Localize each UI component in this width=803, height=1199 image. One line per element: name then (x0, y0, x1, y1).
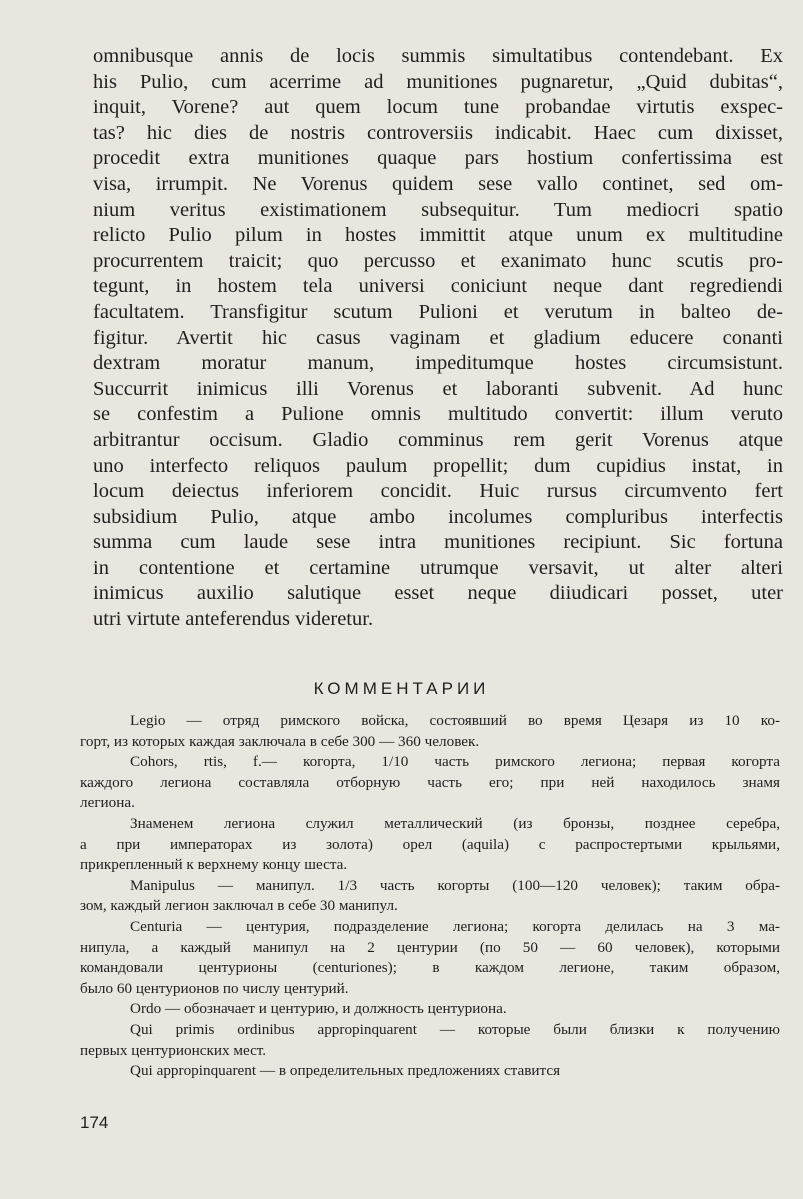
text-line: Succurrit inimicus illi Vorenus et laboranti subvenit. Ad hunc (93, 377, 783, 400)
text-line: visa, irrumpit. Ne Vorenus quidem sese vallo continet, sed om- (93, 172, 783, 195)
note-line: Qui primis ordinibus appropinquarent — которые были близки к получению (130, 1020, 780, 1038)
text-line: relicto Pulio pilum in hostes immittit atque unum ex multitudine (93, 224, 783, 247)
text-line: inquit, Vorene? aut quem locum tune probandae virtutis exspec- (93, 96, 783, 119)
note-line: легиона. (80, 794, 135, 812)
text-line: facultatem. Transfigitur scutum Pulioni et verutum in balteo de- (93, 300, 783, 323)
text-line: inimicus auxilio salutique esset neque diiudicari posset, uter (93, 582, 783, 605)
note-line: Qui appropinquarent — в определительных предложениях ставится (130, 1062, 561, 1080)
note-line: первых центурионских мест. (80, 1041, 267, 1059)
text-line: tas? hic dies de nostris controversiis indicabit. Haec cum dixisset, (93, 121, 783, 144)
text-line: arbitrantur occisum. Gladio comminus rem gerit Vorenus atque (93, 428, 783, 451)
note-line: Legio — отряд римского войска, состоявший во время Цезаря из 10 ко- (130, 712, 780, 729)
note-line: Ordo — обозначает и центурию, и должность центуриона. (130, 1000, 507, 1018)
note-line: нипула, а каждый манипул на 2 центурии (по 50 — 60 человек), которыми (80, 938, 780, 956)
text-line: nium veritus existimationem subsequitur. Tum mediocri spatio (93, 198, 783, 221)
text-line: utri virtute anteferendus videretur. (93, 608, 374, 631)
text-line: procedit extra munitiones quaque pars hostium confertissima est (93, 147, 783, 170)
note-line: Cohors, rtis, f.— когорта, 1/10 часть римского легиона; первая когорта (130, 753, 780, 771)
text-line: omnibusque annis de locis summis simultatibus contendebant. Ex (93, 45, 783, 67)
note-line: Centuria — центурия, подразделение легиона; когорта делилась на 3 ма- (130, 917, 780, 935)
commentary (80, 711, 780, 1082)
text-line: figitur. Avertit hic casus vaginam et gladium educere conanti (93, 326, 783, 349)
note-line: горт, из которых каждая заключала в себе 300 — 360 человек. (80, 732, 480, 750)
note-line: командовали центурионы (centuriones); в каждом легионе, таким образом, (80, 959, 780, 977)
text-line: tegunt, in hostem tela universi coniciunt neque dant regrediendi (93, 275, 783, 298)
section-heading: КОММЕНТАРИИ (313, 679, 490, 698)
text-line: subsidium Pulio, atque ambo incolumes compluribus interfectis (93, 505, 783, 528)
note-line: Знаменем легиона служил металлический (из бронзы, позднее серебра, (130, 814, 780, 832)
latin-text (93, 44, 783, 633)
page-number: 174 (80, 1113, 109, 1132)
text-line: locum deiectus inferiorem concidit. Huic rursus circumvento fert (93, 480, 783, 503)
text-line: in contentione et certamine utrumque versavit, ut alter alteri (93, 556, 783, 579)
text-line: uno interfecto reliquos paulum propellit; dum cupidius instat, in (93, 454, 783, 477)
note-line: Manipulus — манипул. 1/3 часть когорты (100—120 человек); таким обра- (130, 876, 780, 894)
text-line: procurrentem traicit; quo percusso et exanimato hunc scutis pro- (93, 249, 783, 272)
note-line: зом, каждый легион заключал в себе 30 манипул. (80, 897, 398, 915)
text-line: his Pulio, cum acerrime ad munitiones pugnaretur, „Quid dubitas“, (93, 70, 783, 93)
note-line: а при императорах из золота) орел (aquila) с распростертыми крыльями, (80, 835, 780, 853)
text-line: summa cum laude sese intra munitiones recipiunt. Sic fortuna (93, 531, 783, 554)
note-line: было 60 центурионов по числу центурий. (80, 979, 349, 997)
text-line: dextram moratur manum, impeditumque hostes circumsistunt. (93, 352, 783, 375)
note-line: каждого легиона составляла отборную часть его; при ней находилось знамя (80, 773, 780, 791)
note-line: прикрепленный к верхнему концу шеста. (80, 856, 348, 874)
text-line: se confestim a Pulione omnis multitudo convertit: illum veruto (93, 403, 783, 426)
